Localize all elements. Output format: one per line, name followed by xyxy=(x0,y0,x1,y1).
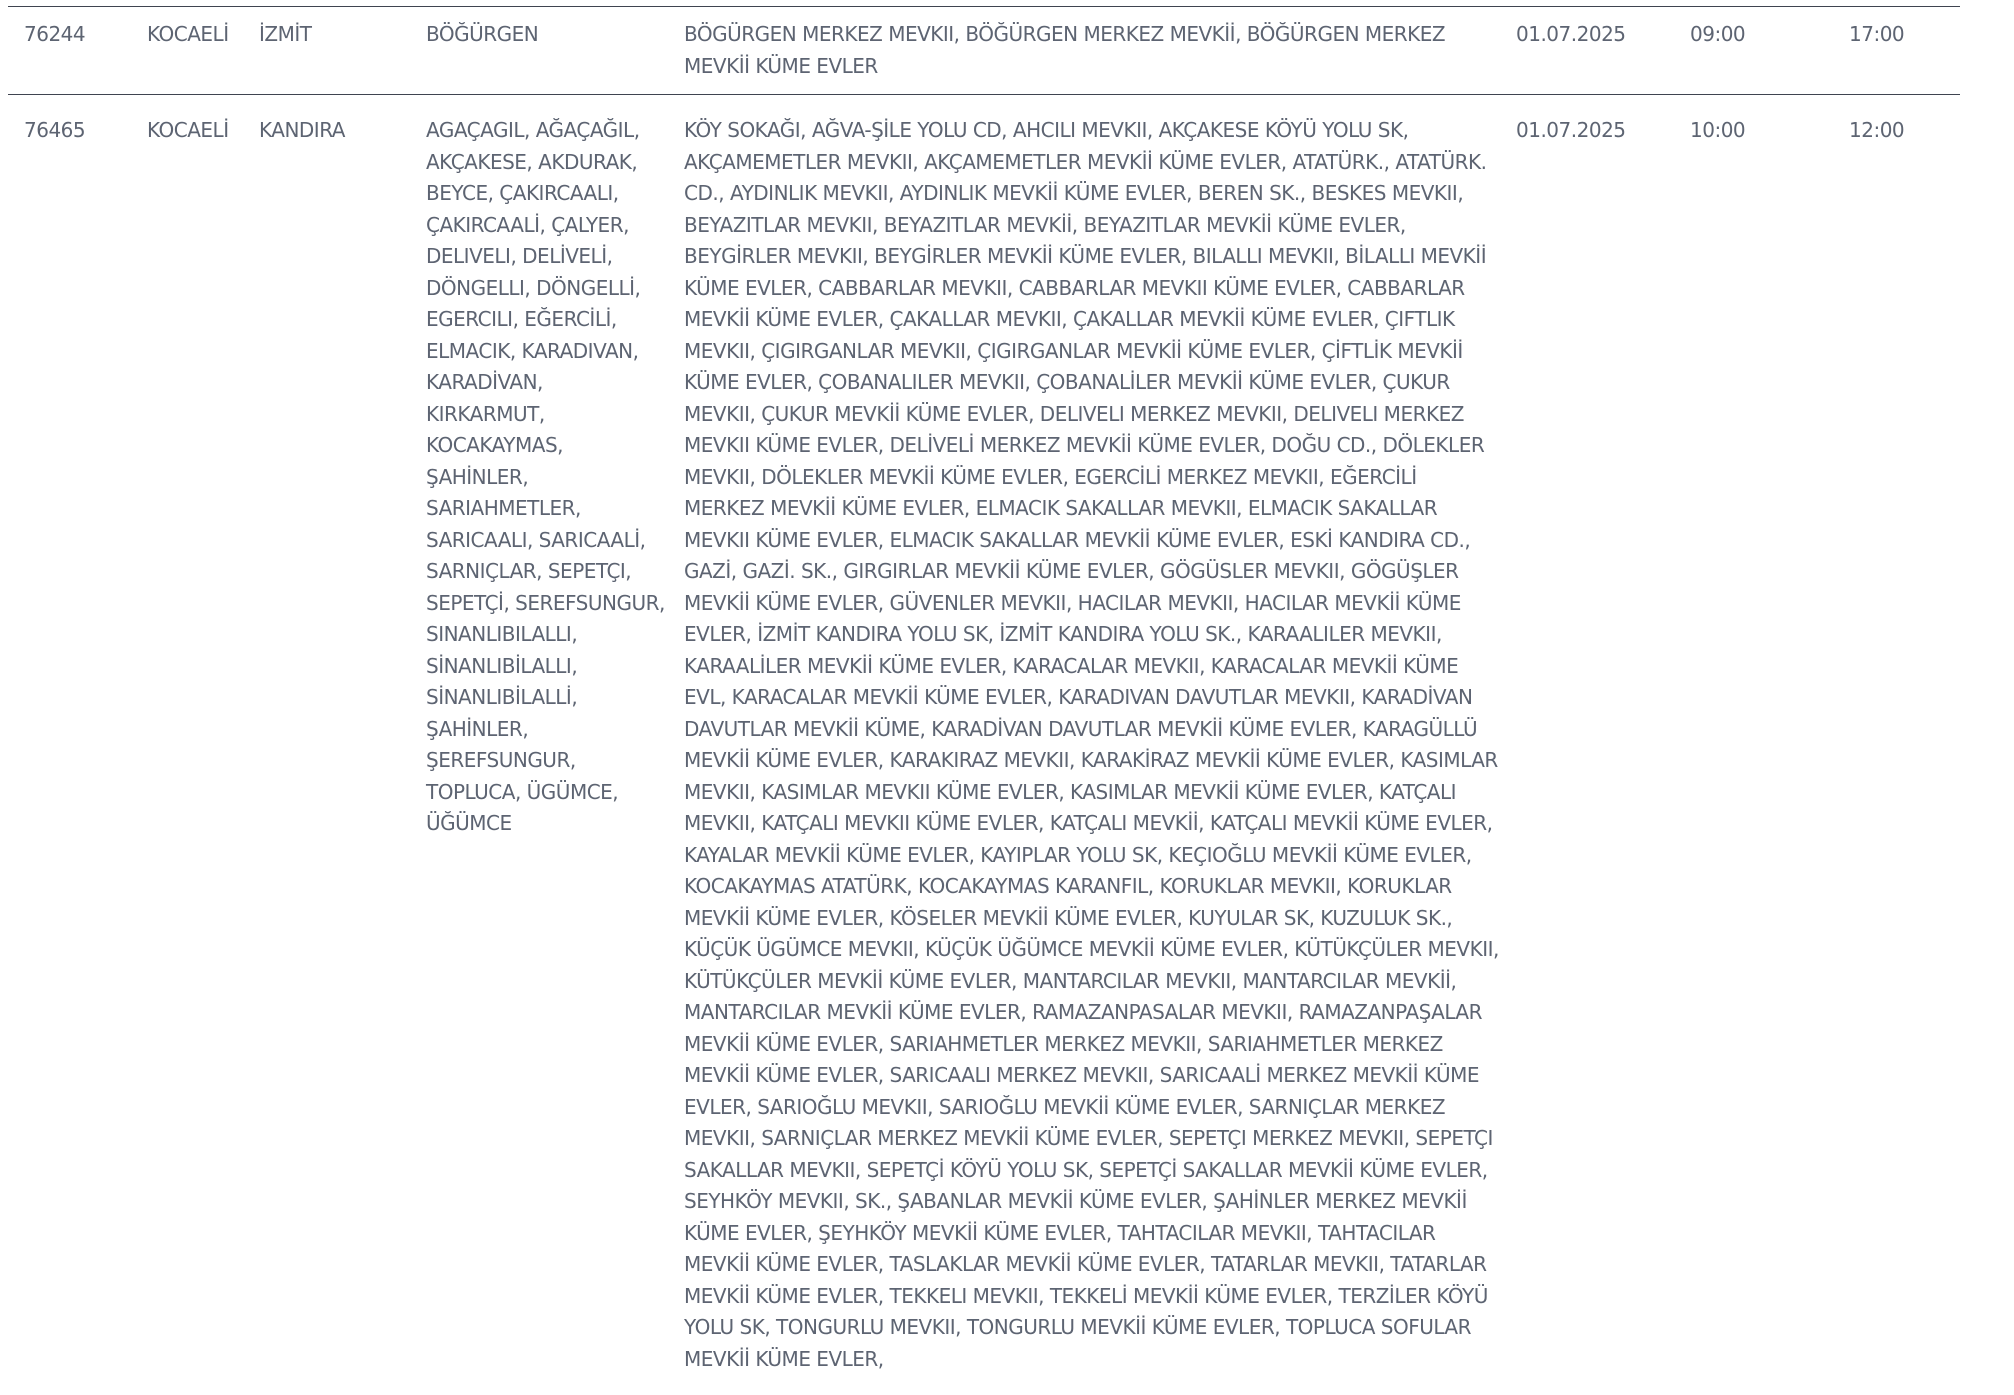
province-cell: KOCAELİ xyxy=(147,118,229,142)
neighborhoods-cell: BÖĞÜRGEN xyxy=(426,22,539,46)
streets-cell: KÖY SOKAĞI, AĞVA-ŞİLE YOLU CD, AHCILI MEVKII, AKÇAKESE KÖYÜ YOLU SK, AKÇAMEMETLER MEVKII, AKÇAMEMETLER MEVKİİ KÜME EVLER, ATATÜRK., ATATÜRK. CD., AYDINLIK MEVKII, AYDINLIK MEVKİİ KÜME EVLER, BEREN SK., BESKES MEVKII, BEYAZITLAR MEVKII, BEYAZITLAR MEVKİİ, BEYAZITLAR MEVKİİ KÜME EVLER, BEYGİRLER MEVKII, BEYGİRLER MEVKİİ KÜME EVLER, BILALLI MEVKII, BİLALLI MEVKİİ KÜME EVLER, CABBARLAR MEVKII, CABBARLAR MEVKII KÜME EVLER, CABBARLAR MEVKİİ KÜME EVLER, ÇAKALLAR MEVKII, ÇAKALLAR MEVKİİ KÜME EVLER, ÇIFTLIK MEVKII, ÇIGIRGANLAR MEVKII, ÇIGIRGANLAR MEVKİİ KÜME EVLER, ÇİFTLİK MEVKİİ KÜME EVLER, ÇOBANALILER MEVKII, ÇOBANALİLER MEVKİİ KÜME EVLER, ÇUKUR MEVKII, ÇUKUR MEVKİİ KÜME EVLER, DELIVELI MERKEZ MEVKII, DELIVELI MERKEZ MEVKII KÜME EVLER, DELİVELİ MERKEZ MEVKİİ KÜME EVLER, DOĞU CD., DÖLEKLER MEVKII, DÖLEKLER MEVKİİ KÜME EVLER, EGERCİLİ MERKEZ MEVKII, EĞERCİLİ MERKEZ MEVKİİ KÜME EVLER, ELMACIK SAKALLAR MEVKII, ELMACIK SAKALLAR MEVKII KÜME EVLER, ELMACIK SAKALLAR MEVKİİ KÜME EVLER, ESKİ KANDIRA CD., GAZİ, GAZİ. SK., GIRGIRLAR MEVKİİ KÜME EVLER, GÖGÜSLER MEVKII, GÖGÜŞLER MEVKİİ KÜME EVLER, GÜVENLER MEVKII, HACILAR MEVKII, HACILAR MEVKİİ KÜME EVLER, İZMİT KANDIRA YOLU SK, İZMİT KANDIRA YOLU SK., KARAALILER MEVKII, KARAALİLER MEVKİİ KÜME EVLER, KARACALAR MEVKII, KARACALAR MEVKİİ KÜME EVL, KARACALAR MEVKİİ KÜME EVLER, KARADIVAN DAVUTLAR MEVKII, KARADİVAN DAVUTLAR MEVKİİ KÜME, KARADİVAN DAVUTLAR MEVKİİ KÜME EVLER, KARAGÜLLÜ MEVKİİ KÜME EVLER, KARAKIRAZ MEVKII, KARAKİRAZ MEVKİİ KÜME EVLER, KASIMLAR MEVKII, KASIMLAR MEVKII KÜME EVLER, KASIMLAR MEVKİİ KÜME EVLER, KATÇALI MEVKII, KATÇALI MEVKII KÜME EVLER, KATÇALI MEVKİİ, KATÇALI MEVKİİ KÜME EVLER, KAYALAR MEVKİİ KÜME EVLER, KAYIPLAR YOLU SK, KEÇIOĞLU MEVKİİ KÜME EVLER, KOCAKAYMAS ATATÜRK, KOCAKAYMAS KARANFIL, KORUKLAR MEVKII, KORUKLAR MEVKİİ KÜME EVLER, KÖSELER MEVKİİ KÜME EVLER, KUYULAR SK, KUZULUK SK., KÜÇÜK ÜGÜMCE MEVKII, KÜÇÜK ÜĞÜMCE MEVKİİ KÜME EVLER, KÜTÜKÇÜLER MEVKII, KÜTÜKÇÜLER MEVKİİ KÜME EVLER, MANTARCILAR MEVKII, MANTARCILAR MEVKİİ, MANTARCILAR MEVKİİ KÜME EVLER, RAMAZANPASALAR MEVKII, RAMAZANPAŞALAR MEVKİİ KÜME EVLER, SARIAHMETLER MERKEZ MEVKII, SARIAHMETLER MERKEZ MEVKİİ KÜME EVLER, SARICAALI MERKEZ MEVKII, SARICAALİ MERKEZ MEVKİİ KÜME EVLER, SARIOĞLU MEVKII, SARIOĞLU MEVKİİ KÜME EVLER, SARNIÇLAR MERKEZ MEVKII, SARNIÇLAR MERKEZ MEVKİİ KÜME EVLER, SEPETÇI MERKEZ MEVKII, SEPETÇI SAKALLAR MEVKII, SEPETÇİ KÖYÜ YOLU SK, SEPETÇİ SAKALLAR MEVKİİ KÜME EVLER, SEYHKÖY MEVKII, SK., ŞABANLAR MEVKİİ KÜME EVLER, ŞAHİNLER MERKEZ MEVKİİ KÜME EVLER, ŞEYHKÖY MEVKİİ KÜME EVLER, TAHTACILAR MEVKII, TAHTACILAR MEVKİİ KÜME EVLER, TASLAKLAR MEVKİİ KÜME EVLER, TATARLAR MEVKII, TATARLAR MEVKİİ KÜME EVLER, TEKKELI MEVKII, TEKKELİ MEVKİİ KÜME EVLER, TERZİLER KÖYÜ YOLU SK, TONGURLU MEVKII, TONGURLU MEVKİİ KÜME EVLER, TOPLUCA SOFULAR MEVKİİ KÜME EVLER, xyxy=(684,118,1499,1371)
start-time-cell: 10:00 xyxy=(1690,118,1746,142)
end-time-cell: 17:00 xyxy=(1849,22,1905,46)
date-cell: 01.07.2025 xyxy=(1516,22,1626,46)
end-time-cell: 12:00 xyxy=(1849,118,1905,142)
date-cell: 01.07.2025 xyxy=(1516,118,1626,142)
outage-table xyxy=(8,6,1960,1395)
record-id-cell: 76465 xyxy=(24,118,86,142)
district-cell: KANDIRA xyxy=(259,118,345,142)
record-id-cell: 76244 xyxy=(24,22,86,46)
table-row xyxy=(8,6,1960,94)
district-cell: İZMİT xyxy=(259,22,312,46)
province-cell: KOCAELİ xyxy=(147,22,229,46)
table-row xyxy=(8,94,1960,1395)
streets-cell: BÖGÜRGEN MERKEZ MEVKII, BÖĞÜRGEN MERKEZ MEVKİİ, BÖĞÜRGEN MERKEZ MEVKİİ KÜME EVLER xyxy=(684,22,1446,78)
start-time-cell: 09:00 xyxy=(1690,22,1746,46)
neighborhoods-cell: AGAÇAGIL, AĞAÇAĞIL, AKÇAKESE, AKDURAK, BEYCE, ÇAKIRCAALI, ÇAKIRCAALİ, ÇALYER, DELIVELI, DELİVELİ, DÖNGELLI, DÖNGELLİ, EGERCILI, EĞERCİLİ, ELMACIK, KARADIVAN, KARADİVAN, KIRKARMUT, KOCAKAYMAS, ŞAHİNLER, SARIAHMETLER, SARICAALI, SARICAALİ, SARNIÇLAR, SEPETÇI, SEPETÇİ, SEREFSUNGUR, SINANLIBILALLI, SİNANLIBİLALLI, SİNANLIBİLALLİ, ŞAHİNLER, ŞEREFSUNGUR, TOPLUCA, ÜGÜMCE, ÜĞÜMCE xyxy=(426,118,665,835)
